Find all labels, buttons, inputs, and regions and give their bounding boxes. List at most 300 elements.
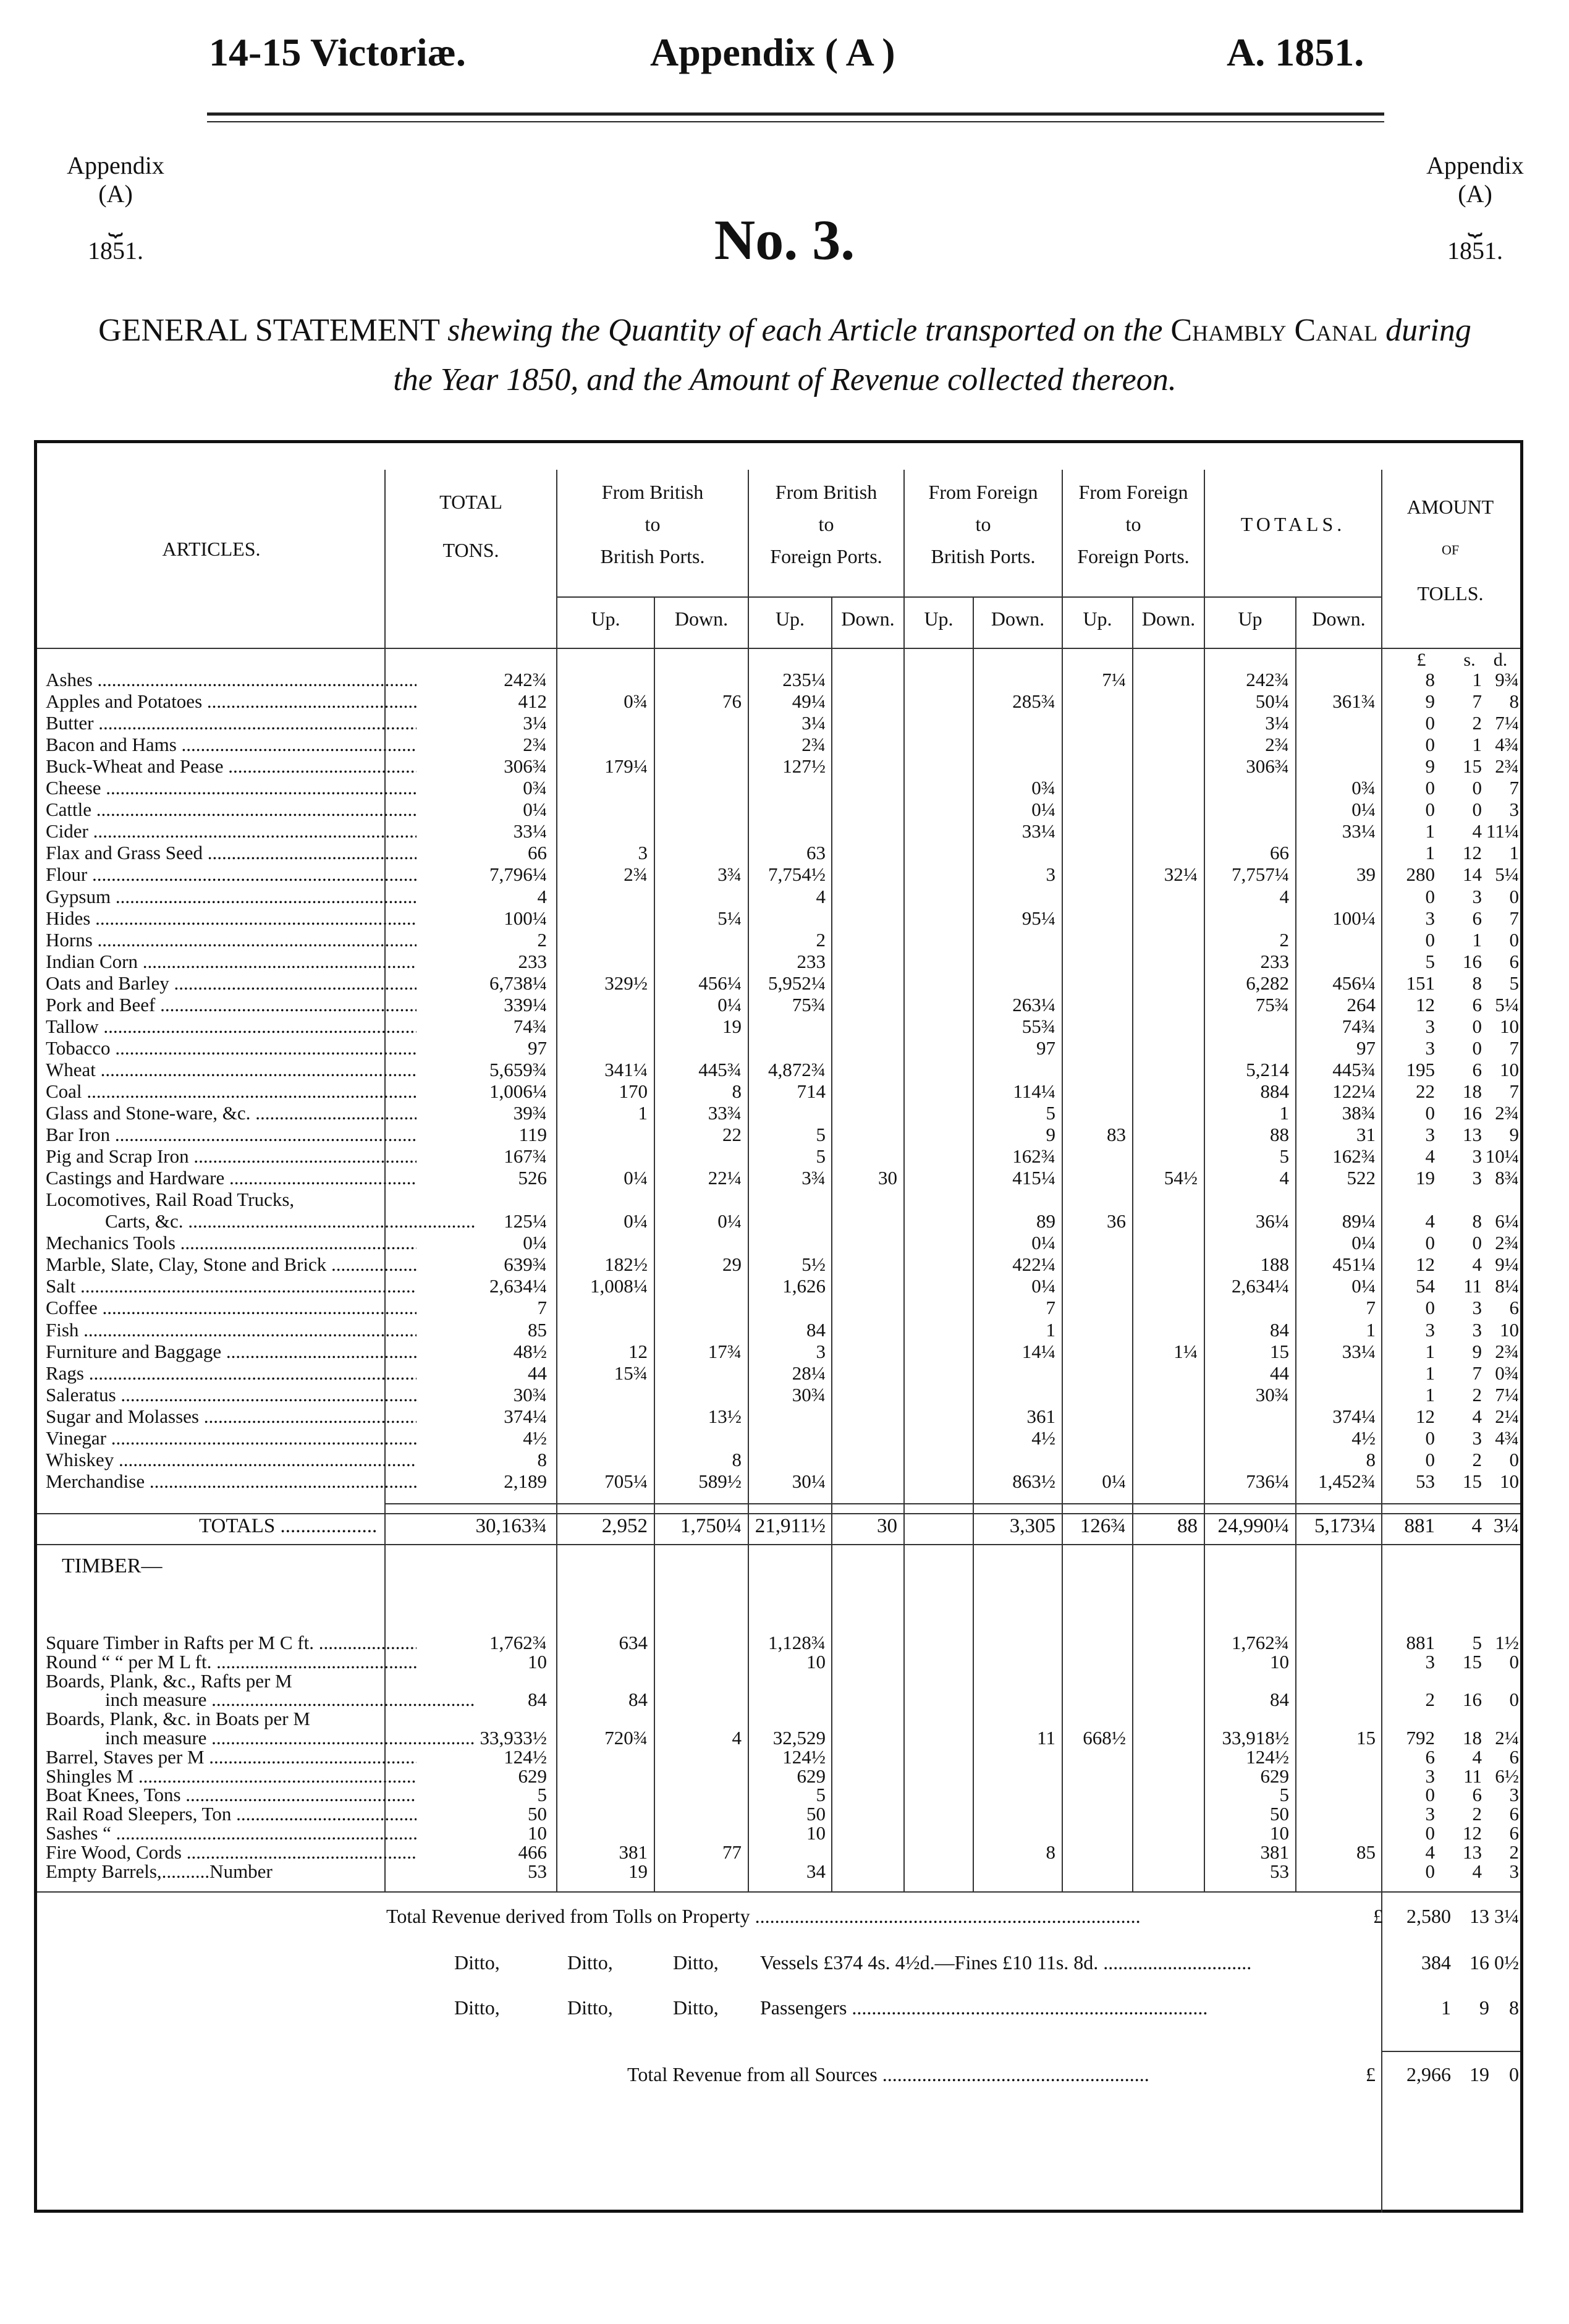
total-tons-cell: 85	[528, 1318, 547, 1341]
article-name: Horns .....	[46, 929, 417, 951]
bf-up-cell: 84	[806, 1318, 826, 1341]
pence-cell: 5¼	[1495, 993, 1519, 1016]
revenue-vessels-pence: 0½	[1494, 1951, 1519, 1974]
article-name: Bar Iron .....	[46, 1124, 417, 1145]
heading-line: OF	[1441, 542, 1460, 558]
article-name: Salt .....	[46, 1275, 417, 1297]
bb-down-cell: 5¼	[717, 907, 742, 929]
table-row	[37, 972, 1520, 994]
shillings-cell: 18	[1463, 1080, 1482, 1102]
totals-up-cell: 306¾	[1246, 755, 1289, 778]
pence-cell: 2¾	[1495, 755, 1519, 778]
pounds-cell: 0	[1425, 1860, 1435, 1882]
total-tons-cell: 233	[518, 950, 547, 972]
article-name: inch measure .....	[105, 1727, 476, 1749]
bf-down-cell: 30	[878, 1167, 897, 1189]
totals-up-cell: 5	[1279, 1784, 1289, 1806]
bf-up-cell: 235¼	[782, 669, 826, 690]
side-note-appendix: (A)	[98, 180, 133, 208]
heading-line: to	[645, 513, 661, 535]
shillings-cell: 12	[1463, 1822, 1482, 1844]
bb-down-cell: 22¼	[708, 1167, 742, 1189]
shillings-cell: 11	[1463, 1275, 1482, 1297]
ff-down-cell: 54½	[1164, 1167, 1198, 1189]
totals-up-cell: 84	[1270, 1689, 1289, 1711]
total-tons-cell: 0¼	[523, 1232, 547, 1254]
article-name: Cattle .....	[46, 799, 417, 820]
total-tons-cell: 167¾	[504, 1145, 547, 1168]
total-tons-line: TOTAL	[439, 491, 502, 513]
pence-cell: 3	[1509, 1860, 1519, 1882]
table-row	[37, 1651, 1520, 1673]
bf-up-cell: 4	[816, 885, 826, 907]
bf-up-cell: 2¾	[801, 734, 826, 756]
table-row	[37, 1746, 1520, 1768]
bb-up-cell: 705¼	[604, 1470, 648, 1492]
totals-up-cell: 66	[1270, 842, 1289, 864]
table-row	[37, 842, 1520, 863]
totals-up-cell: 10	[1270, 1650, 1289, 1673]
fb-down-cell: 285¾	[1012, 690, 1055, 713]
shillings-cell: 2	[1472, 1803, 1482, 1825]
totals-down-cell: 33¼	[1342, 820, 1376, 842]
revenue-property-shillings: 13	[1470, 1905, 1489, 1927]
title-canal: Chambly Canal	[1170, 313, 1378, 348]
totals-top-rule	[384, 1503, 1520, 1504]
totals-down-cell: 122¼	[1332, 1080, 1376, 1102]
totals-down-cell: 39	[1356, 863, 1376, 886]
bf-up-cell: 34	[806, 1860, 826, 1882]
bb-down-cell: 8	[732, 1080, 742, 1102]
pence-cell: 10	[1500, 1058, 1519, 1080]
totals-up-cell: 4	[1279, 1167, 1289, 1189]
bb-up-cell: 1	[638, 1102, 648, 1124]
bf-up-cell: 5	[816, 1784, 826, 1806]
shillings-cell: 3	[1472, 1167, 1482, 1189]
bb-up-cell: 12	[628, 1340, 648, 1362]
totals-label: TOTALS .....	[199, 1516, 378, 1537]
bf-up-cell: 32,529	[772, 1727, 826, 1749]
shillings-cell: 13	[1463, 1841, 1482, 1863]
totals-ff-up-cell: 126¾	[1080, 1515, 1126, 1537]
pence-cell: 11¼	[1486, 820, 1519, 842]
totals-bb-down-cell: 1,750¼	[680, 1515, 742, 1537]
pounds-cell: 3	[1425, 1765, 1435, 1787]
pounds-cell: 0	[1425, 1297, 1435, 1319]
pence-cell: 10	[1500, 1318, 1519, 1341]
totals-totals-up-cell: 24,990¼	[1217, 1515, 1289, 1537]
table-row	[37, 1037, 1520, 1059]
totals-down-cell: 31	[1356, 1124, 1376, 1146]
total-tons-cell: 526	[518, 1167, 547, 1189]
fb-down-cell: 422¼	[1012, 1253, 1055, 1276]
shillings-cell: 3	[1472, 885, 1482, 907]
revenue-passengers-label: Passengers ........................................................................	[760, 1996, 1208, 2019]
side-note-year: 1851.	[88, 237, 143, 265]
table-row	[37, 1822, 1520, 1844]
table-row	[37, 1708, 1520, 1729]
brace-icon: ⏟	[108, 208, 123, 236]
shillings-cell: 4	[1472, 1860, 1482, 1882]
pence-cell: 0	[1509, 1448, 1519, 1470]
total-tons-cell: 5	[537, 1784, 547, 1806]
totals-up-cell: 4	[1279, 885, 1289, 907]
totals-up-cell: 30¾	[1255, 1383, 1289, 1406]
pence-cell: 4¾	[1495, 734, 1519, 756]
shillings-cell: 0	[1472, 1037, 1482, 1059]
total-tons-cell: 306¾	[504, 755, 547, 778]
pounds-cell: 6	[1425, 1745, 1435, 1768]
pence-cell: 4¾	[1495, 1427, 1519, 1449]
bb-down-cell: 8	[732, 1448, 742, 1470]
article-name: Saleratus .....	[46, 1384, 417, 1406]
pence-cell: 9¼	[1495, 1253, 1519, 1276]
fb-down-cell: 0¾	[1031, 777, 1055, 799]
revenue-vessels-ditto: Ditto,	[673, 1951, 719, 1974]
fb-down-cell: 11	[1037, 1727, 1055, 1749]
bb-up-cell: 0¼	[624, 1167, 648, 1189]
pence-cell: 8¾	[1495, 1167, 1519, 1189]
table-row	[37, 863, 1520, 885]
totals-up-cell: 629	[1260, 1765, 1289, 1787]
pence-cell: 6	[1509, 1803, 1519, 1825]
total-tons-cell: 119	[518, 1124, 547, 1146]
pence-cell: 2¾	[1495, 1340, 1519, 1362]
article-name: Coal .....	[46, 1080, 417, 1102]
totals-down-cell: 1,452¾	[1318, 1470, 1376, 1492]
bb-down-cell: 3¾	[717, 863, 742, 886]
fb-down-cell: 33¼	[1021, 820, 1055, 842]
table-row	[37, 1297, 1520, 1318]
shillings-cell: 14	[1463, 863, 1482, 886]
totals-up-cell: 15	[1270, 1340, 1289, 1362]
pounds-cell: 12	[1416, 993, 1435, 1016]
bb-down-cell: 33¾	[708, 1102, 742, 1124]
table-row	[37, 1210, 1520, 1232]
bf-up-cell: 30¼	[792, 1470, 826, 1492]
pounds-cell: 54	[1416, 1275, 1435, 1297]
heading-line: to	[975, 513, 991, 535]
pence-cell: 1½	[1495, 1632, 1519, 1653]
bf-up-cell: 3¼	[801, 712, 826, 734]
shillings-cell: 2	[1472, 1383, 1482, 1406]
bb-down-cell: 13½	[708, 1405, 742, 1427]
table-row	[37, 734, 1520, 755]
article-name: Glass and Stone-ware, &c. .....	[46, 1102, 417, 1124]
revenue-vessels-ditto: Ditto,	[567, 1951, 613, 1974]
fb-down-cell: 263¼	[1012, 993, 1055, 1016]
revenue-property-pounds: 2,580	[1406, 1905, 1451, 1927]
article-name: Boards, Plank, &c., Rafts per M	[46, 1669, 292, 1692]
subhead-up: Up.	[924, 608, 954, 630]
bf-up-cell: 5	[816, 1124, 826, 1146]
pounds-cell: 3	[1425, 1650, 1435, 1673]
article-name: Indian Corn .....	[46, 951, 417, 972]
document-title	[62, 306, 1508, 405]
pounds-cell: 4	[1425, 1210, 1435, 1232]
shillings-cell: 1	[1472, 734, 1482, 756]
shillings-cell: 9	[1472, 1340, 1482, 1362]
heading-line: Foreign Ports.	[770, 545, 882, 567]
fb-down-cell: 55¾	[1021, 1015, 1055, 1037]
pounds-cell: 0	[1425, 1784, 1435, 1806]
pence-cell: 2	[1509, 1841, 1519, 1863]
bf-up-cell: 10	[806, 1822, 826, 1844]
pence-cell: 5¼	[1495, 863, 1519, 886]
total-tons-cell: 466	[518, 1841, 547, 1863]
totals-fb-down-cell: 3,305	[1009, 1515, 1055, 1537]
pounds-cell: 0	[1425, 799, 1435, 821]
fb-down-cell: 1	[1046, 1318, 1055, 1341]
fb-down-cell: 4½	[1031, 1427, 1055, 1449]
pence-cell: 5	[1509, 972, 1519, 994]
article-name: Sugar and Molasses .....	[46, 1406, 417, 1427]
bf-up-cell: 5,952¼	[768, 972, 826, 994]
total-tons-cell: 4½	[523, 1427, 547, 1449]
ff-up-cell: 668½	[1083, 1727, 1126, 1749]
article-name: Castings and Hardware .....	[46, 1167, 417, 1189]
article-name: Tallow .....	[46, 1016, 417, 1037]
bb-down-cell: 76	[722, 690, 742, 713]
from-british-to-foreign-heading	[749, 476, 903, 572]
shillings-cell: 2	[1472, 712, 1482, 734]
totals-up-cell: 188	[1260, 1253, 1289, 1276]
revenue-total-text: Total Revenue from all Sources	[627, 2063, 878, 2085]
pence-cell: 7¼	[1495, 712, 1519, 734]
shillings-cell: 7	[1472, 1362, 1482, 1384]
ff-up-cell: 83	[1107, 1124, 1126, 1146]
fb-down-cell: 8	[1046, 1841, 1055, 1863]
totals-up-cell: 10	[1270, 1822, 1289, 1844]
bf-up-cell: 714	[797, 1080, 826, 1102]
totals-pence-cell: 3¼	[1493, 1515, 1519, 1537]
total-tons-cell: 74¾	[513, 1015, 547, 1037]
subhead-down: Down.	[991, 608, 1045, 630]
totals-down-cell: 0¾	[1351, 777, 1376, 799]
pence-cell: 1	[1509, 842, 1519, 864]
from-british-to-british-heading	[557, 476, 748, 572]
heading-line: to	[1125, 513, 1141, 535]
table-row	[37, 1841, 1520, 1863]
pounds-cell: 0	[1425, 1427, 1435, 1449]
ff-up-cell: 36	[1107, 1210, 1126, 1232]
bb-up-cell: 19	[628, 1860, 648, 1882]
totals-row	[37, 1516, 1520, 1537]
table-row	[37, 1341, 1520, 1362]
table-row	[37, 1384, 1520, 1406]
pounds-cell: 881	[1406, 1632, 1435, 1653]
totals-bf-up-cell: 21,911½	[755, 1515, 826, 1537]
table-row	[37, 1080, 1520, 1102]
pence-cell: 7	[1509, 1037, 1519, 1059]
revenue-total-shillings: 19	[1470, 2063, 1489, 2085]
totals-down-cell: 451¼	[1332, 1253, 1376, 1276]
shillings-cell: 16	[1463, 1102, 1482, 1124]
table-row	[37, 1275, 1520, 1297]
total-tons-cell: 50	[528, 1803, 547, 1825]
bb-up-cell: 84	[628, 1689, 648, 1711]
timber-bottom-rule	[37, 1891, 1520, 1893]
bf-up-cell: 5	[816, 1145, 826, 1168]
bb-up-cell: 1,008¼	[590, 1275, 648, 1297]
article-name: Mechanics Tools .....	[46, 1232, 417, 1253]
side-note-label: Appendix	[1426, 151, 1524, 179]
totals-up-cell: 6,282	[1246, 972, 1289, 994]
subhead-up: Up.	[775, 608, 805, 630]
table-row	[37, 712, 1520, 734]
revenue-property-label: Total Revenue derived from Tolls on Property ..............................................................................	[386, 1905, 1141, 1927]
shillings-cell: 8	[1472, 1210, 1482, 1232]
revenue-property-text: Total Revenue derived from Tolls on Property	[386, 1905, 750, 1927]
pounds-cell: 3	[1425, 1803, 1435, 1825]
shillings-cell: 1	[1472, 669, 1482, 690]
totals-down-cell: 97	[1356, 1037, 1376, 1059]
title-description: shewing the Quantity of each Article transported on the	[447, 313, 1163, 348]
timber-heading: TIMBER—	[62, 1554, 163, 1577]
totals-down-cell: 8	[1366, 1448, 1376, 1470]
bb-down-cell: 0¼	[717, 993, 742, 1016]
total-tons-cell: 629	[518, 1765, 547, 1787]
pence-cell: 7	[1509, 777, 1519, 799]
total-tons-cell: 2¾	[523, 734, 547, 756]
table-row	[37, 1632, 1520, 1653]
bb-up-cell: 720¾	[604, 1727, 648, 1749]
pounds-cell: 5	[1425, 950, 1435, 972]
totals-down-cell: 445¾	[1332, 1058, 1376, 1080]
from-foreign-to-foreign-heading	[1063, 476, 1204, 572]
pounds-cell: 3	[1425, 1037, 1435, 1059]
article-name: Merchandise .....	[46, 1470, 417, 1492]
total-tons-cell: 4	[537, 885, 547, 907]
revenue-vessels-pounds: 384	[1421, 1951, 1451, 1974]
table-row	[37, 1406, 1520, 1427]
table-row	[37, 951, 1520, 972]
total-tons-cell: 339¼	[504, 993, 547, 1016]
totals-up-cell: 88	[1270, 1124, 1289, 1146]
pounds-cell: 4	[1425, 1841, 1435, 1863]
bf-up-cell: 4,872¾	[768, 1058, 826, 1080]
pence-cell: 10¼	[1485, 1145, 1519, 1168]
total-tons-cell: 412	[518, 690, 547, 713]
bf-up-cell: 50	[806, 1803, 826, 1825]
side-note-appendix: (A)	[1458, 180, 1492, 208]
total-tons-cell: 66	[528, 842, 547, 864]
table-row	[37, 1253, 1520, 1275]
article-name: Pork and Beef .....	[46, 994, 417, 1016]
revenue-vessels-label: Vessels £374 4s. 4½d.—Fines £10 11s. 8d. ..............................	[760, 1951, 1252, 1974]
pence-cell: 8¼	[1495, 1275, 1519, 1297]
totals-up-cell: 233	[1260, 950, 1289, 972]
pounds-cell: 12	[1416, 1253, 1435, 1276]
from-foreign-to-british-heading	[905, 476, 1062, 572]
totals-top-rule	[37, 1513, 1520, 1514]
table-row	[37, 1232, 1520, 1253]
bf-up-cell: 63	[806, 842, 826, 864]
table-row	[37, 1803, 1520, 1825]
ff-down-cell: 1¼	[1174, 1340, 1198, 1362]
pounds-cell: 280	[1406, 863, 1435, 886]
shillings-cell: 16	[1463, 950, 1482, 972]
subhead-down: Down.	[1141, 608, 1196, 630]
table-row	[37, 799, 1520, 820]
heading-line: From Foreign	[1078, 481, 1188, 503]
total-tons-cell: 0¼	[523, 799, 547, 821]
total-tons-cell: 7,796¼	[489, 863, 547, 886]
totals-up-cell: 381	[1260, 1841, 1289, 1863]
total-tons-cell: 2,189	[504, 1470, 547, 1492]
fb-down-cell: 3	[1046, 863, 1055, 886]
totals-up-cell: 50¼	[1255, 690, 1289, 713]
header-center: Appendix ( A )	[650, 30, 895, 74]
pounds-cell: 151	[1406, 972, 1435, 994]
table-row	[37, 1167, 1520, 1189]
pounds-cell: 0	[1425, 777, 1435, 799]
total-tons-cell: 2,634¼	[489, 1275, 547, 1297]
title-line-2: the Year 1850, and the Amount of Revenue collected thereon.	[393, 362, 1177, 397]
totals-up-cell: 75¾	[1255, 993, 1289, 1016]
heading-line: From Foreign	[928, 481, 1038, 503]
pounds-cell: 792	[1406, 1727, 1435, 1749]
side-note-year: 1851.	[1447, 237, 1503, 265]
bf-up-cell: 30¾	[792, 1383, 826, 1406]
revenue-vessels-ditto: Ditto,	[454, 1951, 500, 1974]
total-tons-cell: 374¼	[504, 1405, 547, 1427]
table-row	[37, 1319, 1520, 1341]
fb-down-cell: 114¼	[1013, 1080, 1055, 1102]
totals-up-cell: 36¼	[1255, 1210, 1289, 1232]
article-name: Marble, Slate, Clay, Stone and Brick .....	[46, 1253, 417, 1275]
fb-down-cell: 9	[1046, 1124, 1055, 1146]
bf-up-cell: 3¾	[801, 1167, 826, 1189]
bf-up-cell: 28¼	[792, 1362, 826, 1384]
table-row	[37, 755, 1520, 777]
total-tons-cell: 44	[528, 1362, 547, 1384]
totals-down-cell: 522	[1347, 1167, 1376, 1189]
heading-line: From British	[775, 481, 878, 503]
pound-symbol: £	[1416, 650, 1426, 670]
revenue-vessels-text: Vessels £374 4s. 4½d.—Fines £10 11s. 8d.	[760, 1951, 1099, 1974]
pence-cell: 7	[1509, 1080, 1519, 1102]
fb-down-cell: 5	[1046, 1102, 1055, 1124]
shillings-cell: 3	[1472, 1427, 1482, 1449]
pounds-cell: 195	[1406, 1058, 1435, 1080]
total-tons-cell: 124½	[504, 1745, 547, 1768]
shillings-cell: 0	[1472, 1232, 1482, 1254]
bb-up-cell: 182½	[604, 1253, 648, 1276]
totals-up-cell: 33,918½	[1222, 1727, 1289, 1749]
totals-bottom-rule	[37, 1544, 1520, 1545]
pounds-cell: 1	[1425, 1340, 1435, 1362]
bb-down-cell: 77	[722, 1841, 742, 1863]
bf-up-cell: 5½	[801, 1253, 826, 1276]
total-tons-cell: 125¼	[504, 1210, 547, 1232]
revenue-passengers-shillings: 9	[1479, 1996, 1489, 2019]
bb-down-cell: 22	[722, 1124, 742, 1146]
totals-up-cell: 84	[1270, 1318, 1289, 1341]
shillings-cell: 16	[1463, 1689, 1482, 1711]
article-name: Hides .....	[46, 907, 417, 929]
totals-up-cell: 5	[1279, 1145, 1289, 1168]
pounds-cell: 0	[1425, 928, 1435, 951]
bb-up-cell: 381	[619, 1841, 648, 1863]
pounds-cell: 0	[1425, 712, 1435, 734]
pounds-cell: 8	[1425, 669, 1435, 690]
table-row	[37, 907, 1520, 929]
bb-down-cell: 17¾	[708, 1340, 742, 1362]
bb-up-cell: 0¼	[624, 1210, 648, 1232]
total-tons-cell: 2	[537, 928, 547, 951]
totals-bb-up-cell: 2,952	[601, 1515, 648, 1537]
